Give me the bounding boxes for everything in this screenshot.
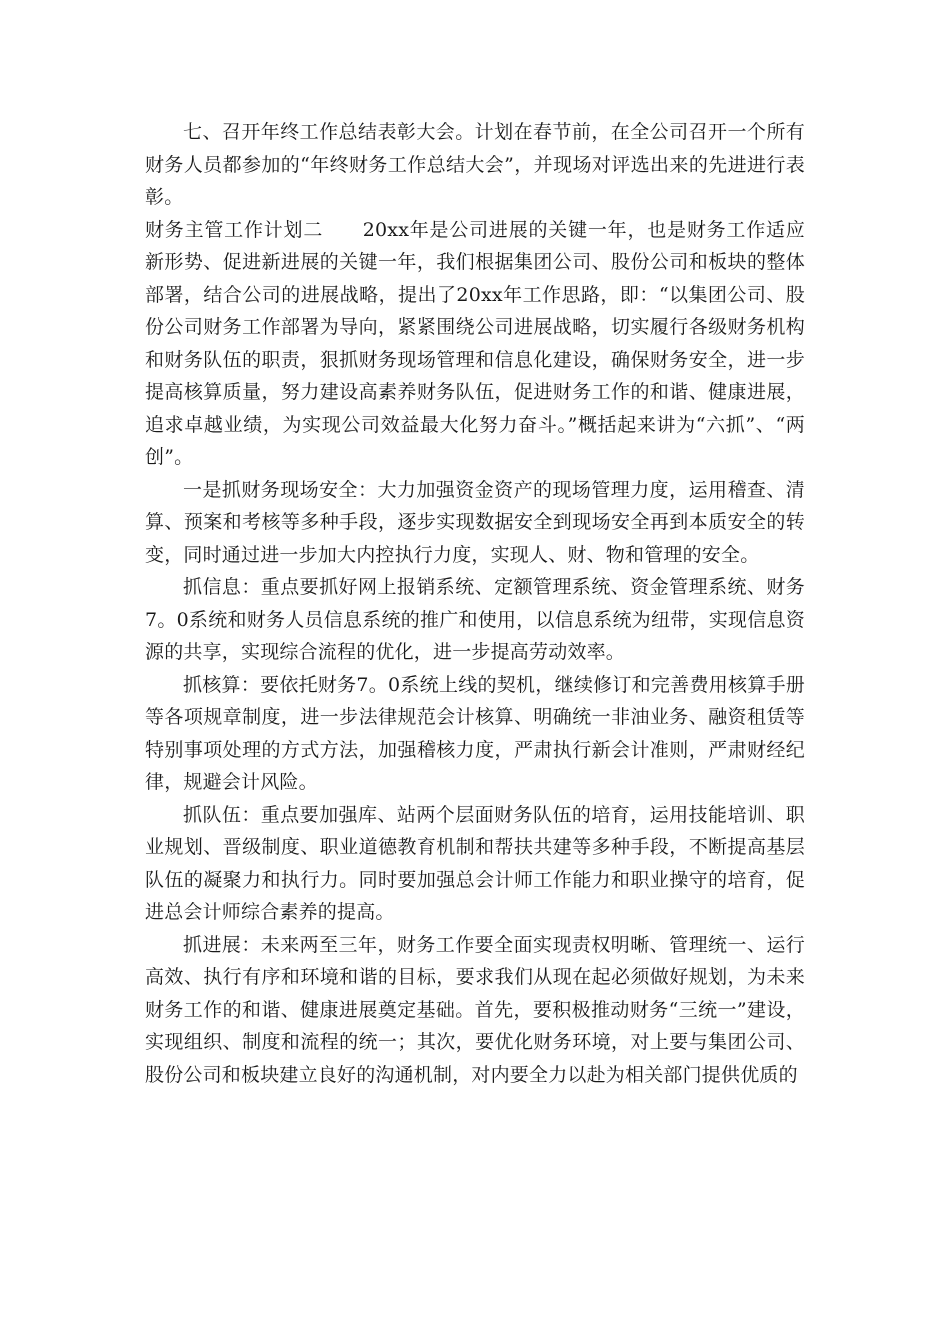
paragraph-plan-two-intro: 财务主管工作计划二 20xx年是公司进展的关键一年，也是财务工作适应新形势、促进新进展的关键一年，我们根据集团公司、股份公司和板块的整体部署，结合公司的进展战略，提出了20xx年工作思路，即：“以集团公司、股份公司财务工作部署为导向，紧紧围绕公司进展战略，切实履行各级财务机构和财务队伍的职责，狠抓财务现场管理和信息化建设，确保财务安全，进一步提高核算质量，努力建设高素养财务队伍，促进财务工作的和谐、健康进展，追求卓越业绩，为实现公司效益最大化努力奋斗。”概括起来讲为“六抓”、“两创”。 [145,218,805,468]
document-page [145,116,805,1091]
paragraph-site-safety: 一是抓财务现场安全：大力加强资金资产的现场管理力度，运用稽查、清算、预案和考核等多种手段，逐步实现数据安全到现场安全再到本质安全的转变，同时通过进一步加大内控执行力度，实现人、财、物和管理的安全。 [145,478,805,566]
paragraph-year-end-meeting: 七、召开年终工作总结表彰大会。计划在春节前，在全公司召开一个所有财务人员都参加的“年终财务工作总结大会”，并现场对评选出来的先进进行表彰。 [145,121,805,208]
paragraph-information: 抓信息：重点要抓好网上报销系统、定额管理系统、资金管理系统、财务7。0系统和财务人员信息系统的推广和使用，以信息系统为纽带，实现信息资源的共享，实现综合流程的优化，进一步提高劳动效率。 [145,576,805,663]
paragraph-accounting: 抓核算：要依托财务7。0系统上线的契机，继续修订和完善费用核算手册等各项规章制度，进一步法律规范会计核算、明确统一非油业务、融资租赁等特别事项处理的方式方法，加强稽核力度，严肃执行新会计准则，严肃财经纪律，规避会计风险。 [145,673,805,793]
paragraph-team: 抓队伍：重点要加强库、站两个层面财务队伍的培育，运用技能培训、职业规划、晋级制度、职业道德教育机制和帮扶共建等多种手段，不断提高基层队伍的凝聚力和执行力。同时要加强总会计师工作能力和职业操守的培育，促进总会计师综合素养的提高。 [145,803,805,923]
paragraph-development: 抓进展：未来两至三年，财务工作要全面实现责权明晰、管理统一、运行高效、执行有序和环境和谐的目标，要求我们从现在起必须做好规划，为未来财务工作的和谐、健康进展奠定基础。首先，要积极推动财务“三统一”建设，实现组织、制度和流程的统一；其次，要优化财务环境，对上要与集团公司、股份公司和板块建立良好的沟通机制，对内要全力以赴为相关部门提供优质的 [145,933,805,1086]
